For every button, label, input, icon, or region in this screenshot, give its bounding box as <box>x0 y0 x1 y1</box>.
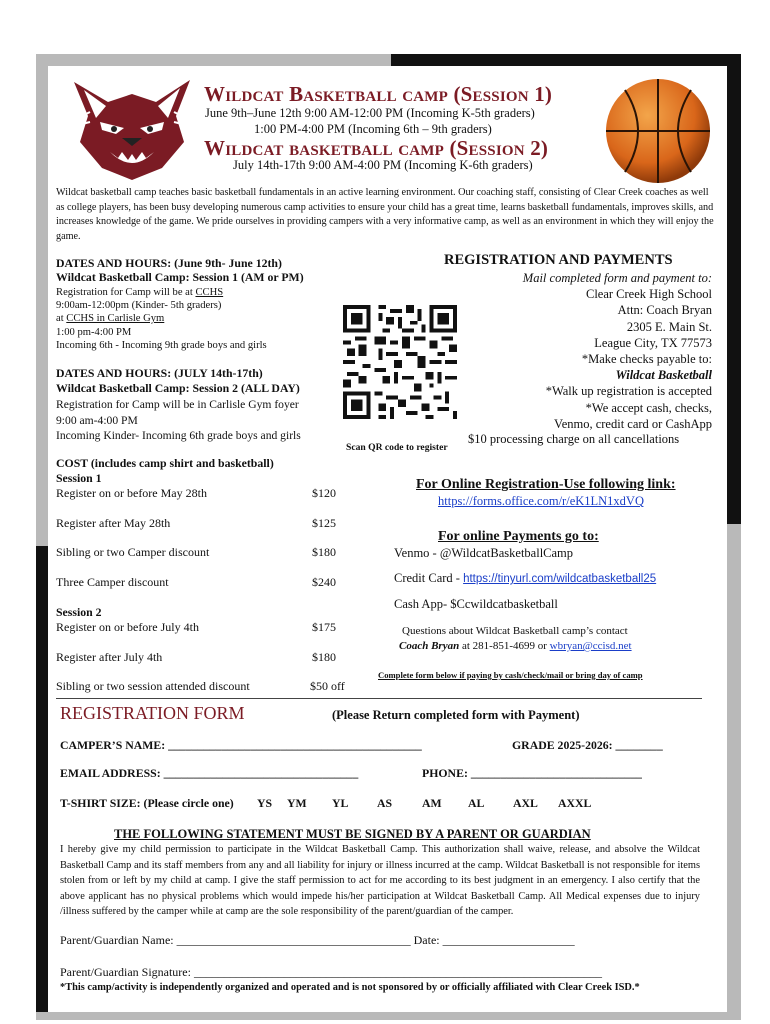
cost-row-label: Sibling or two session attended discount <box>56 679 250 693</box>
size-option-ys[interactable]: YS <box>257 796 273 810</box>
credit-card-line <box>394 571 656 586</box>
session1-pm-location: CCHS in Carlisle Gym <box>66 313 165 325</box>
return-note: (Please Return completed form with Payment) <box>332 708 580 722</box>
session2-hours: 9:00 am-4:00 PM <box>56 413 138 427</box>
registration-payments-block <box>440 270 712 432</box>
frame-top-gray <box>36 54 391 66</box>
payment-methods-note: Venmo, credit card or CashApp <box>554 416 712 431</box>
checks-payable-note: *Make checks payable to: <box>581 352 712 367</box>
cost-session1-label: Session 1 <box>56 471 102 485</box>
phone-field[interactable]: PHONE: _____________________________ <box>422 766 642 780</box>
session2-dates-heading: DATES AND HOURS: (JULY 14th-17th) <box>56 366 263 380</box>
session2-subheading: Wildcat Basketball Camp: Session 2 (ALL DAY) <box>56 381 300 395</box>
basketball-icon <box>603 76 713 186</box>
statement-body: I hereby give my child permission to participate in the Wildcat Basketball Camp. This authorization shall waive, release, and absolve the Wildcat Basketball Camp and its staff members from any and all liability for injury or illness incurred at the camp. Wildcat Basketball is not responsible for items stolen from or left by my child at camp. I give the staff permission to act for me according to its best judgment in an emergency. I also certify that the above applicant has no physical problems which would impede his/her participation at Wildcat Basketball Camp. All Medical expenses due to injury /illness suffered by the camper while at camp are the sole responsibility of the parent/guardian of the camper. <box>60 844 700 918</box>
cost-row-price: $180 <box>312 545 336 559</box>
intro-paragraph: Wildcat basketball camp teaches basic basketball fundamentals in an active learning environment. Our coaching staff, consisting of Clear Creek coaches as well as college players, has been busy developing numerous camp activities to ensure your child has a great time, learns basketball fundamentals, improves skills, and increases knowledge of the game. We pride ourselves in providing campers with a very informative camp, as well as an environment in which they will enjoy the game. <box>56 187 714 242</box>
tshirt-size-label: T-SHIRT SIZE: (Please circle one) <box>60 796 234 810</box>
complete-form-note: Complete form below if paying by cash/check/mail or bring day of camp <box>378 670 643 680</box>
credit-card-label: Credit Card - <box>394 571 464 585</box>
size-option-axxl[interactable]: AXXL <box>558 796 592 810</box>
size-option-al[interactable]: AL <box>468 796 485 810</box>
online-payments-heading: For online Payments go to: <box>438 529 599 544</box>
session1-location: CCHS <box>195 287 224 298</box>
disclaimer: *This camp/activity is independently organized and operated and is not sponsored by or officially affiliated with Clear Creek ISD.* <box>60 982 640 993</box>
session1-pm-location-label: at <box>56 313 67 325</box>
session2-grades: Incoming Kinder- Incoming 6th grade boys and girls <box>56 429 301 442</box>
frame-bottom <box>36 1012 741 1020</box>
guardian-signature-field[interactable]: Parent/Guardian Signature: ____________________________________________________________________ <box>60 965 602 979</box>
cost-row-price: $120 <box>312 486 336 500</box>
size-option-as[interactable]: AS <box>377 796 393 810</box>
cost-row-price: $125 <box>312 516 336 530</box>
mail-instruction: Mail completed form and payment to: <box>522 271 712 285</box>
cost-row-price: $50 off <box>310 679 345 693</box>
cost-row-price: $180 <box>312 650 336 664</box>
session1-subheading: Wildcat Basketball Camp: Session 1 (AM or PM) <box>56 270 304 284</box>
cost-row-label: Register on or before May 28th <box>56 486 207 500</box>
session2-location: Registration for Camp will be in Carlisle Gym foyer <box>56 398 299 411</box>
cost-row-label: Three Camper discount <box>56 575 169 589</box>
session1-am-hours: 9:00am-12:00pm (Kinder- 5th graders) <box>56 300 222 312</box>
cancellation-fee-note: $10 processing charge on all cancellations <box>468 432 680 446</box>
guardian-name-field[interactable]: Parent/Guardian Name: _______________________________________ Date: ______________________ <box>60 933 575 947</box>
attention-line: Attn: Coach Bryan <box>617 303 712 318</box>
city-state-zip: League City, TX 77573 <box>594 335 712 350</box>
frame-left-black <box>36 546 48 1020</box>
street-address: 2305 E. Main St. <box>626 319 712 334</box>
email-field[interactable]: EMAIL ADDRESS: _________________________________ <box>60 766 359 780</box>
accepted-payments-note: *We accept cash, checks, <box>585 400 712 415</box>
frame-right-gray <box>727 524 741 1020</box>
questions-line: Questions about Wildcat Basketball camp’s contact <box>402 625 628 637</box>
venmo-handle: Venmo - @WildcatBasketballCamp <box>394 546 574 560</box>
size-option-yl[interactable]: YL <box>332 796 349 810</box>
cost-session2-label: Session 2 <box>56 605 102 619</box>
cashapp-handle: Cash App- $Ccwildcatbasketball <box>394 597 558 611</box>
statement-heading: THE FOLLOWING STATEMENT MUST BE SIGNED BY A PARENT OR GUARDIAN <box>114 827 591 841</box>
camper-name-field[interactable]: CAMPER’S NAME: ___________________________________________ <box>60 738 422 752</box>
online-registration-heading: For Online Registration-Use following link: <box>416 477 676 492</box>
session1-title: Wildcat Basketball camp (Session 1) <box>204 82 553 106</box>
session1-pm-grades: Incoming 6th - Incoming 9th grade boys and girls <box>56 339 267 351</box>
session2-hours-line: July 14th-17th 9:00 AM-4:00 PM (Incoming K-6th graders) <box>233 158 533 172</box>
session2-title: Wildcat basketball camp (Session 2) <box>204 136 549 160</box>
session2-details <box>56 397 301 444</box>
session1-dates-heading: DATES AND HOURS: (June 9th- June 12th) <box>56 256 282 270</box>
cost-row-price: $175 <box>312 620 336 634</box>
session1-pm-line: 1:00 PM-4:00 PM (Incoming 6th – 9th graders) <box>254 122 492 136</box>
grade-field[interactable]: GRADE 2025-2026: ________ <box>512 738 663 752</box>
session1-location-label: Registration for Camp will be at <box>56 287 196 298</box>
payee-name: Wildcat Basketball <box>615 368 712 383</box>
size-option-axl[interactable]: AXL <box>513 796 538 810</box>
wildcat-logo-icon <box>66 72 198 182</box>
walkup-note: *Walk up registration is accepted <box>545 384 712 399</box>
cost-row-label: Register after May 28th <box>56 516 171 530</box>
contact-name: Coach Bryan <box>399 640 460 652</box>
cost-heading: COST (includes camp shirt and basketball) <box>56 456 274 470</box>
contact-line <box>399 640 632 652</box>
cost-row-label: Sibling or two Camper discount <box>56 545 210 559</box>
contact-phone: at 281-851-4699 or <box>459 640 550 652</box>
section-divider <box>56 698 702 699</box>
size-option-am[interactable]: AM <box>422 796 442 810</box>
frame-right-black <box>727 54 741 524</box>
online-registration-link[interactable]: https://forms.office.com/r/eK1LN1xdVQ <box>438 494 644 508</box>
session1-hours-line: June 9th–June 12th 9:00 AM-12:00 PM (Incoming K-5th graders) <box>205 106 535 120</box>
frame-left-gray <box>36 66 48 546</box>
school-name: Clear Creek High School <box>585 287 712 302</box>
cost-row-price: $240 <box>312 575 336 589</box>
registration-payments-heading: REGISTRATION AND PAYMENTS <box>444 252 673 268</box>
credit-card-link[interactable]: https://tinyurl.com/wildcatbasketball25 <box>463 573 657 585</box>
registration-form-title: REGISTRATION FORM <box>60 703 245 723</box>
session1-pm-hours: 1:00 pm-4:00 PM <box>56 326 132 338</box>
size-option-ym[interactable]: YM <box>287 796 307 810</box>
frame-top-black <box>391 54 727 66</box>
qr-caption: Scan QR code to register <box>346 442 448 453</box>
contact-email-link[interactable]: wbryan@ccisd.net <box>549 640 632 652</box>
cost-row-label: Register after July 4th <box>56 650 163 664</box>
session1-details <box>56 286 267 352</box>
cost-row-label: Register on or before July 4th <box>56 620 199 634</box>
